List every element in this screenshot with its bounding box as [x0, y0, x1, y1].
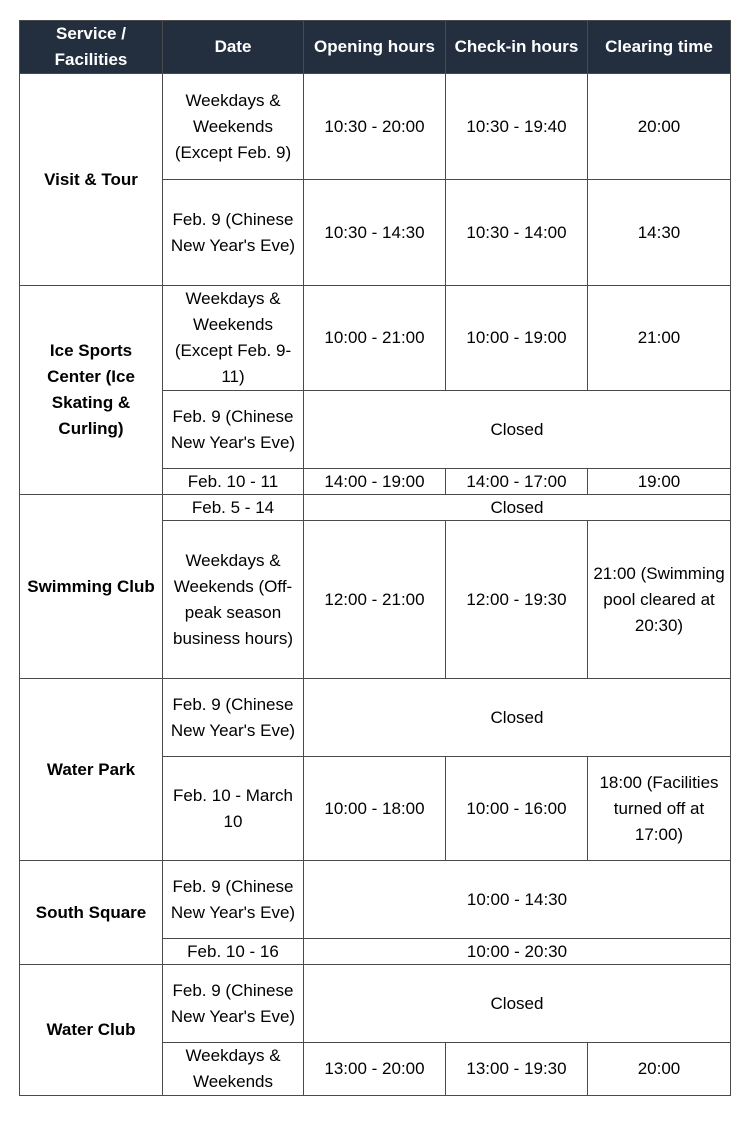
- table-row: [20, 286, 731, 391]
- opening-cell: 10:30 - 14:30: [304, 180, 446, 286]
- opening-cell: 10:00 - 21:00: [304, 286, 446, 391]
- date-cell: Weekdays & Weekends (Except Feb. 9): [163, 74, 304, 180]
- date-cell: Weekdays & Weekends: [163, 1043, 304, 1096]
- date-cell: Feb. 10 - 16: [163, 939, 304, 965]
- date-cell: Feb. 9 (Chinese New Year's Eve): [163, 180, 304, 286]
- service-water-club: Water Club: [20, 965, 163, 1096]
- date-cell: Feb. 9 (Chinese New Year's Eve): [163, 965, 304, 1043]
- header-clearing-time: Clearing time: [588, 21, 731, 74]
- table-row: [20, 965, 731, 1043]
- opening-cell: 13:00 - 20:00: [304, 1043, 446, 1096]
- header-date: Date: [163, 21, 304, 74]
- date-cell: Feb. 9 (Chinese New Year's Eve): [163, 391, 304, 469]
- service-south-square: South Square: [20, 861, 163, 965]
- clearing-cell: 21:00 (Swimming pool cleared at 20:30): [588, 521, 731, 679]
- table-row: [20, 861, 731, 939]
- opening-cell: 10:30 - 20:00: [304, 74, 446, 180]
- date-cell: Feb. 10 - March 10: [163, 757, 304, 861]
- closed-cell: Closed: [304, 679, 731, 757]
- clearing-cell: 14:30: [588, 180, 731, 286]
- checkin-cell: 10:00 - 19:00: [446, 286, 588, 391]
- hours-table: [19, 20, 731, 1096]
- service-swimming-club: Swimming Club: [20, 495, 163, 679]
- checkin-cell: 13:00 - 19:30: [446, 1043, 588, 1096]
- header-row: [20, 21, 731, 74]
- opening-cell: 10:00 - 18:00: [304, 757, 446, 861]
- hours-cell: 10:00 - 20:30: [304, 939, 731, 965]
- header-opening-hours: Opening hours: [304, 21, 446, 74]
- table-row: [20, 495, 731, 521]
- opening-cell: 12:00 - 21:00: [304, 521, 446, 679]
- date-cell: Feb. 9 (Chinese New Year's Eve): [163, 861, 304, 939]
- header-service: Service / Facilities: [20, 21, 163, 74]
- clearing-cell: 20:00: [588, 1043, 731, 1096]
- clearing-cell: 20:00: [588, 74, 731, 180]
- date-cell: Feb. 9 (Chinese New Year's Eve): [163, 679, 304, 757]
- service-visit-tour: Visit & Tour: [20, 74, 163, 286]
- opening-cell: 14:00 - 19:00: [304, 469, 446, 495]
- checkin-cell: 10:00 - 16:00: [446, 757, 588, 861]
- checkin-cell: 12:00 - 19:30: [446, 521, 588, 679]
- date-cell: Feb. 5 - 14: [163, 495, 304, 521]
- clearing-cell: 21:00: [588, 286, 731, 391]
- date-cell: Feb. 10 - 11: [163, 469, 304, 495]
- clearing-cell: 18:00 (Facilities turned off at 17:00): [588, 757, 731, 861]
- closed-cell: Closed: [304, 495, 731, 521]
- header-checkin-hours: Check-in hours: [446, 21, 588, 74]
- hours-cell: 10:00 - 14:30: [304, 861, 731, 939]
- closed-cell: Closed: [304, 391, 731, 469]
- service-ice-sports-center: Ice Sports Center (Ice Skating & Curling): [20, 286, 163, 495]
- checkin-cell: 10:30 - 14:00: [446, 180, 588, 286]
- date-cell: Weekdays & Weekends (Except Feb. 9-11): [163, 286, 304, 391]
- table-row: [20, 679, 731, 757]
- checkin-cell: 14:00 - 17:00: [446, 469, 588, 495]
- closed-cell: Closed: [304, 965, 731, 1043]
- date-cell: Weekdays & Weekends (Off-peak season business hours): [163, 521, 304, 679]
- service-water-park: Water Park: [20, 679, 163, 861]
- clearing-cell: 19:00: [588, 469, 731, 495]
- checkin-cell: 10:30 - 19:40: [446, 74, 588, 180]
- table-row: [20, 74, 731, 180]
